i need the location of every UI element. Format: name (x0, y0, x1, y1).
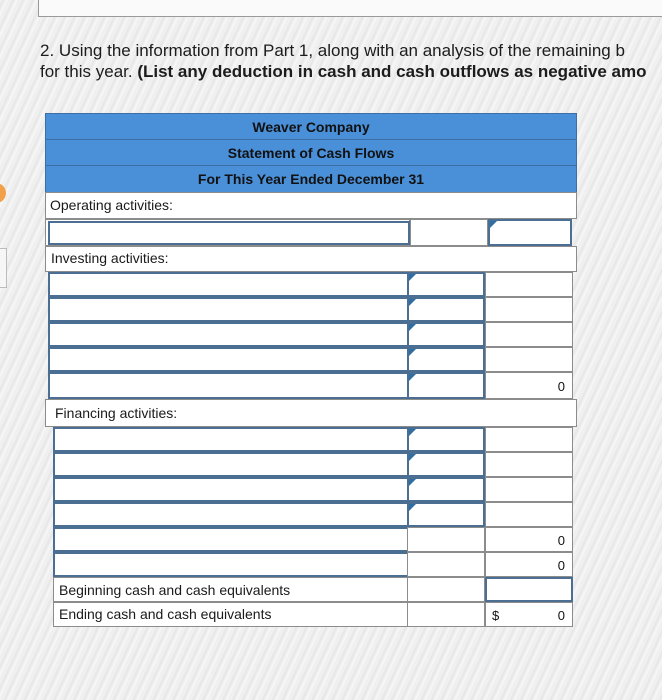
ending-currency-symbol: $ (492, 608, 500, 623)
investing-input-4-desc[interactable] (48, 347, 410, 372)
question-number: 2. (40, 41, 55, 60)
financing-input-4-desc[interactable] (53, 502, 410, 527)
top-answer-box (38, 0, 662, 17)
net-change-amount (407, 552, 485, 577)
investing-input-4-total (485, 347, 573, 372)
company-name: Weaver Company (45, 113, 577, 141)
investing-total-amount[interactable] (407, 372, 485, 399)
financing-activities-label: Financing activities: (55, 405, 178, 421)
statement-period: For This Year Ended December 31 (45, 165, 577, 193)
operating-input-1-amount[interactable] (410, 219, 488, 246)
financing-input-2-amount[interactable] (407, 452, 485, 477)
investing-input-2-total (485, 297, 573, 322)
investing-input-1-total (485, 272, 573, 297)
ending-cash-label: Ending cash and cash equivalents (59, 606, 272, 622)
investing-total-value: 0 (557, 379, 565, 394)
financing-input-3-total (485, 477, 573, 502)
financing-input-3-desc[interactable] (53, 477, 410, 502)
investing-total-desc[interactable] (48, 372, 410, 399)
investing-activities-label: Investing activities: (51, 250, 169, 266)
left-edge-panel (0, 248, 7, 288)
financing-input-2-total (485, 452, 573, 477)
financing-input-3-amount[interactable] (407, 477, 485, 502)
investing-input-1-desc[interactable] (48, 272, 410, 297)
financing-total-desc[interactable] (53, 527, 410, 552)
investing-input-3-amount[interactable] (407, 322, 485, 347)
financing-input-2-desc[interactable] (53, 452, 410, 477)
investing-input-1-amount[interactable] (407, 272, 485, 297)
financing-input-1-desc[interactable] (53, 427, 410, 452)
beginning-cash-input[interactable] (485, 577, 573, 602)
net-change-desc[interactable] (53, 552, 410, 577)
financing-input-4-amount[interactable] (407, 502, 485, 527)
ending-cash-value: 0 (557, 608, 565, 623)
investing-input-2-desc[interactable] (48, 297, 410, 322)
question-line-1: Using the information from Part 1, along with an analysis of the remaining b (54, 41, 625, 60)
left-edge-tab (0, 183, 6, 203)
beginning-cash-label: Beginning cash and cash equivalents (59, 582, 291, 598)
operating-activities-label: Operating activities: (50, 197, 173, 213)
statement-title: Statement of Cash Flows (45, 139, 577, 167)
investing-input-4-amount[interactable] (407, 347, 485, 372)
net-change-value: 0 (557, 558, 565, 573)
question-text (40, 40, 662, 82)
question-instruction: (List any deduction in cash and cash outflows as negative amo (137, 62, 647, 81)
beginning-cash-amount (407, 577, 485, 602)
operating-input-1-total[interactable] (488, 219, 572, 246)
operating-input-1-desc[interactable] (48, 221, 410, 245)
investing-input-2-amount[interactable] (407, 297, 485, 322)
investing-input-3-desc[interactable] (48, 322, 410, 347)
question-line-2: for this year. (40, 62, 138, 81)
financing-input-1-amount[interactable] (407, 427, 485, 452)
financing-input-1-total (485, 427, 573, 452)
ending-cash-amount (407, 602, 485, 627)
financing-input-4-total (485, 502, 573, 527)
cash-flow-statement (45, 113, 577, 627)
investing-input-3-total (485, 322, 573, 347)
financing-total-amount (407, 527, 485, 552)
financing-total-value: 0 (557, 533, 565, 548)
